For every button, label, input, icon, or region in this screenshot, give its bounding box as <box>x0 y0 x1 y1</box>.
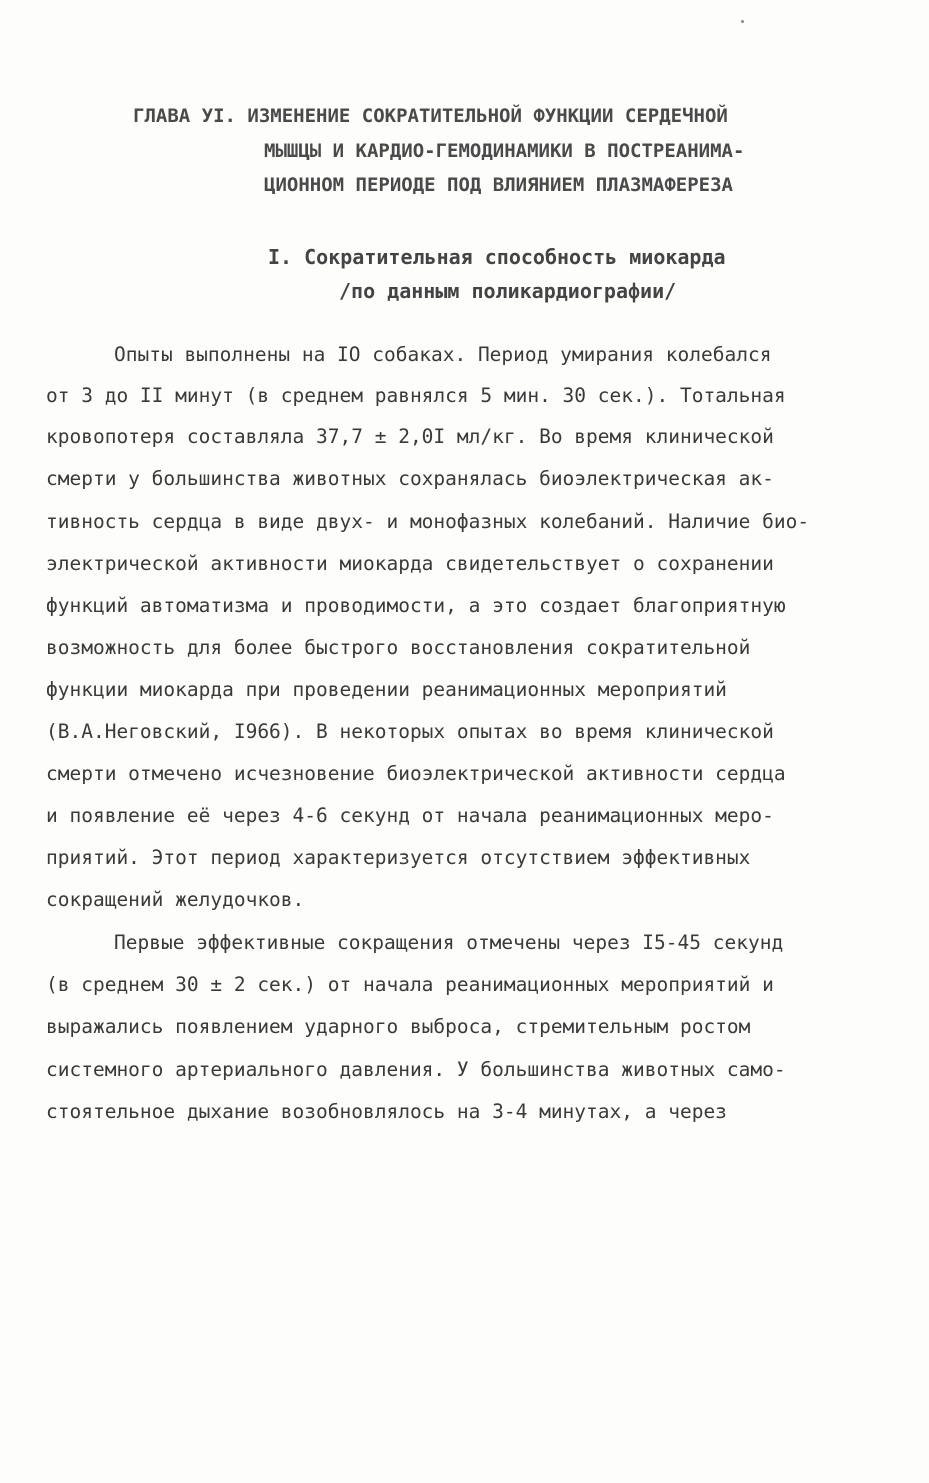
section-title-line-2: /по данным поликардиографии/ <box>339 279 677 303</box>
scan-speck <box>741 20 744 23</box>
paragraph-1-line-12: и появление её через 4-6 секунд от начала реанимационных меро- <box>46 804 774 827</box>
paragraph-2-line-4: системного артериального давления. У большинства животных само- <box>46 1058 786 1081</box>
paragraph-1-line-1: Опыты выполнены на IO собаках. Период умирания колебался <box>114 343 772 366</box>
section-title-line-1: I. Сократительная способность миокарда <box>268 245 726 269</box>
paragraph-1-line-9: функции миокарда при проведении реанимационных мероприятий <box>46 678 727 701</box>
paragraph-1-line-11: смерти отмечено исчезновение биоэлектрической активности сердца <box>46 762 786 785</box>
paragraph-1-line-5: тивность сердца в виде двух- и монофазных колебаний. Наличие био- <box>46 510 810 533</box>
paragraph-1-line-3: кровопотеря составляла 37,7 ± 2,0I мл/кг. Во время клинической <box>46 425 774 448</box>
paragraph-2-line-3: выражались появлением ударного выброса, стремительным ростом <box>46 1015 751 1038</box>
paragraph-1-line-13: приятий. Этот период характеризуется отсутствием эффективных <box>46 846 751 869</box>
chapter-title-line-3: ЦИОННОМ ПЕРИОДЕ ПОД ВЛИЯНИЕМ ПЛАЗМАФЕРЕЗА <box>264 174 733 196</box>
paragraph-1-line-2: от 3 до II минут (в среднем равнялся 5 мин. 30 сек.). Тотальная <box>46 384 786 407</box>
paragraph-1-line-6: электрической активности миокарда свидетельствует о сохранении <box>46 552 774 575</box>
paragraph-2-line-5: стоятельное дыхание возобновлялось на 3-4 минутах, а через <box>46 1100 727 1123</box>
paragraph-2-line-1: Первые эффективные сокращения отмечены через I5-45 секунд <box>114 931 784 954</box>
chapter-title-line-2: МЫШЦЫ И КАРДИО-ГЕМОДИНАМИКИ В ПОСТРЕАНИМА- <box>264 140 745 162</box>
paragraph-1-line-14: сокращений желудочков. <box>46 888 305 911</box>
paragraph-1-line-4: смерти у большинства животных сохранялась биоэлектрическая ак- <box>46 467 774 490</box>
paragraph-2-line-2: (в среднем 30 ± 2 сек.) от начала реанимационных мероприятий и <box>46 973 774 996</box>
paragraph-1-line-7: функций автоматизма и проводимости, а это создает благоприятную <box>46 594 786 617</box>
chapter-title-line-1: ГЛАВА УI. ИЗМЕНЕНИЕ СОКРАТИТЕЛЬНОЙ ФУНКЦИИ СЕРДЕЧНОЙ <box>133 105 728 127</box>
paragraph-1-line-8: возможность для более быстрого восстановления сократительной <box>46 636 751 659</box>
paragraph-1-line-10: (В.А.Неговский, I966). В некоторых опытах во время клинической <box>46 720 774 743</box>
